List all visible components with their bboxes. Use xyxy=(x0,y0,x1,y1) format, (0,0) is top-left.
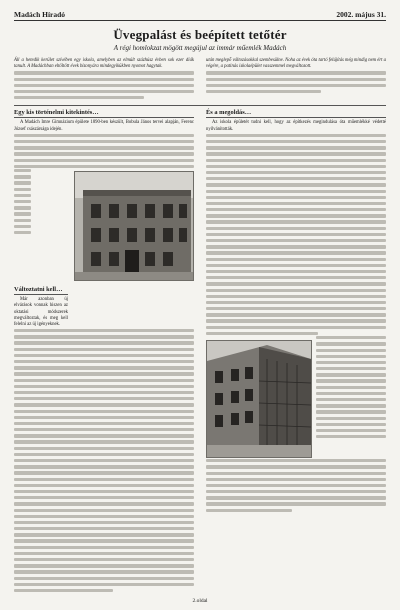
article-title: Üvegpalást és beépített tetőtér xyxy=(113,27,287,42)
intro-left-text: Áll a hetedik kerület szívében egy iskola, amelyben az elmúlt százhúsz évben sok ezer diák tanult. A Madáchban eltöltött évek bizonyára mindegyikükben nyomot hagytak. xyxy=(14,58,194,70)
page-number: 2.oldal xyxy=(192,598,208,604)
right-column xyxy=(206,109,386,592)
history-lines xyxy=(14,133,194,168)
issue-date: 2002. május 31. xyxy=(336,10,386,19)
beginning-lines-wrap xyxy=(316,335,386,438)
publication-name: Madách Híradó xyxy=(14,10,66,19)
history-paragraph: A Madách Imre Gimnázium épülete 1890-ben készült, Bobula János tervei alapján, Ferenc József császársága idején. xyxy=(14,120,194,132)
changes-paragraph: Már azonban új elvárások vonnak hiszen az oktatási módszerek megváltoztak, és meg kell felelni az új igényeknek. xyxy=(14,297,68,327)
history-heading: Egy kis történelmi kitekintés… xyxy=(14,109,194,118)
school-building-photo xyxy=(74,171,194,281)
intro-right xyxy=(206,58,386,99)
changes-text xyxy=(14,297,68,328)
intro-right-lines xyxy=(206,70,386,93)
glass-facade-drawing xyxy=(207,341,311,457)
intro-left xyxy=(14,58,194,99)
glass-facade-photo xyxy=(206,340,312,458)
beginning-paragraph: Az iskola épületét tudni kell, hogy az építkezés megindulása óta műemlékké védetté nyilvánították. xyxy=(206,120,386,132)
intro-right-text: után meglepő változásokkal szembesülne. Noha az évek óta tartó felújítás még mindig nem ért a végére, a patinás iskolaépület vasszemmel megváltozott. xyxy=(206,58,386,70)
article-columns xyxy=(14,109,386,592)
left-column xyxy=(14,109,194,592)
intro-block xyxy=(14,58,386,99)
school-building-drawing xyxy=(75,172,193,280)
changes-lines xyxy=(14,328,194,592)
intro-left-lines xyxy=(14,70,194,99)
changes-heading: Változtatni kell… xyxy=(14,286,68,295)
history-text xyxy=(14,120,194,132)
page-header xyxy=(14,10,386,21)
beginning-lines xyxy=(206,133,386,335)
beginning-heading: És a megoldás… xyxy=(206,109,386,118)
beginning-text xyxy=(206,120,386,132)
closing-lines xyxy=(206,458,386,512)
article-subtitle: A régi homlokzat mögött megújul az immár műemlék Madách xyxy=(113,44,287,52)
history-lines-wrap xyxy=(14,168,70,234)
article-headline xyxy=(14,27,386,52)
section-divider xyxy=(14,105,386,106)
